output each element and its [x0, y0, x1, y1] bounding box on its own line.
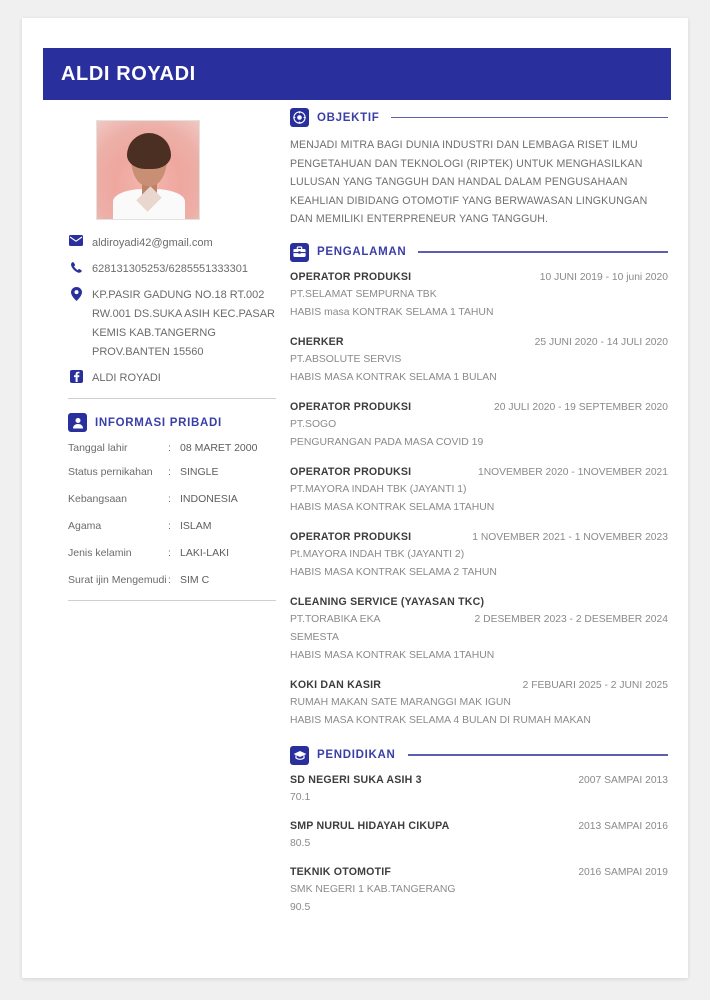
education-date: 2013 SAMPAI 2016 [578, 820, 668, 832]
education-score: 80.5 [290, 837, 311, 849]
experience-date: 2 DESEMBER 2023 - 2 DESEMBER 2024 [474, 613, 668, 625]
objective-title: OBJEKTIF [317, 111, 380, 124]
envelope-icon [68, 235, 84, 246]
education-school: SD NEGERI SUKA ASIH 3 [290, 773, 422, 786]
experience-date: 20 JULI 2020 - 19 SEPTEMBER 2020 [494, 401, 668, 413]
education-title: PENDIDIKAN [317, 749, 396, 761]
education-entry [290, 866, 668, 917]
phone-icon [68, 261, 84, 274]
cv-card [22, 18, 688, 978]
contact-facebook: ALDI ROYADI [92, 372, 161, 384]
experience-entry [290, 401, 668, 452]
info-row [68, 546, 280, 561]
education-entry [290, 820, 668, 853]
info-row [68, 465, 280, 480]
education-header [290, 746, 668, 765]
info-value: INDONESIA [180, 493, 238, 505]
experience-note: HABIS MASA KONTRAK SELAMA 1TAHUN [290, 501, 495, 513]
info-colon: : [168, 493, 171, 505]
experience-entry [290, 531, 668, 582]
info-row [68, 519, 280, 534]
page-title: ALDI ROYADI [61, 62, 196, 85]
contact-email-row[interactable] [68, 234, 276, 253]
contact-divider [68, 398, 276, 399]
education-score: 90.5 [290, 901, 311, 913]
info-value: SIM C [180, 574, 210, 586]
education-score: 70.1 [290, 791, 311, 803]
graduation-cap-icon [290, 746, 309, 765]
experience-entry [290, 466, 668, 517]
objective-header [290, 108, 668, 127]
info-value: 08 MARET 2000 [180, 442, 258, 454]
objective-text: MENJADI MITRA BAGI DUNIA INDUSTRI DAN LEMBAGA RISET ILMU PENGETAHUAN DAN TEKNOLOGI (RIPTEK) UNTUK MENGHASILKAN LULUSAN YANG TANGGUH DAN HANDAL DALAM PENGUSAHAAN KEAHLIAN DIBIDANG OTOMOTIF YANG BERWAWASAN LINGKUNGAN DAN MEMILIKI ENTERPRENEUR YANG TANGGUH. [290, 139, 648, 225]
experience-entry [290, 679, 668, 730]
contact-phone-row[interactable] [68, 260, 276, 279]
experience-company: PT.SELAMAT SEMPURNA TBK [290, 288, 437, 300]
experience-date: 25 JUNI 2020 - 14 JULI 2020 [534, 336, 668, 348]
person-icon [68, 413, 87, 432]
experience-role: OPERATOR PRODUKSI [290, 530, 412, 543]
info-label: Surat ijin Mengemudi [68, 574, 167, 586]
experience-entry [290, 271, 668, 322]
info-colon: : [168, 574, 171, 586]
experience-date: 10 JUNI 2019 - 10 juni 2020 [539, 271, 668, 283]
experience-role: OPERATOR PRODUKSI [290, 400, 412, 413]
info-label: Tanggal lahir [68, 442, 128, 454]
experience-date: 1NOVEMBER 2020 - 1NOVEMBER 2021 [478, 466, 668, 478]
briefcase-icon [290, 243, 309, 262]
info-value: SINGLE [180, 466, 219, 478]
experience-company-cont: SEMESTA [290, 631, 339, 643]
education-detail: SMK NEGERI 1 KAB.TANGERANG [290, 883, 456, 895]
photo-hair [127, 133, 171, 169]
experience-note: HABIS MASA KONTRAK SELAMA 2 TAHUN [290, 566, 497, 578]
objective-rule [391, 117, 668, 119]
info-colon: : [168, 466, 171, 478]
info-colon: : [168, 547, 171, 559]
right-column [290, 108, 668, 930]
info-label: Kebangsaan [68, 493, 127, 505]
left-column [44, 114, 284, 601]
experience-company: Pt.MAYORA INDAH TBK (JAYANTI 2) [290, 548, 465, 560]
info-label: Status pernikahan [68, 466, 153, 478]
experience-date: 2 FEBUARI 2025 - 2 JUNI 2025 [522, 679, 668, 691]
experience-note: HABIS masa KONTRAK SELAMA 1 TAHUN [290, 306, 494, 318]
experience-role: OPERATOR PRODUKSI [290, 465, 412, 478]
personal-info-header [68, 413, 280, 432]
education-school: SMP NURUL HIDAYAH CIKUPA [290, 819, 450, 832]
experience-header [290, 243, 668, 262]
education-entry [290, 774, 668, 807]
education-date: 2016 SAMPAI 2019 [578, 866, 668, 878]
experience-date: 1 NOVEMBER 2021 - 1 NOVEMBER 2023 [472, 531, 668, 543]
education-rule [408, 754, 668, 756]
experience-role: CHERKER [290, 335, 344, 348]
experience-note: HABIS MASA KONTRAK SELAMA 1TAHUN [290, 649, 495, 661]
contact-address-row [68, 286, 276, 362]
experience-rule [418, 251, 668, 253]
personal-info-title: INFORMASI PRIBADI [95, 416, 222, 429]
experience-entry [290, 596, 668, 665]
contact-address: KP.PASIR GADUNG NO.18 RT.002 RW.001 DS.SUKA ASIH KEC.PASAR KEMIS KAB.TANGERNG PROV.BANTEN 15560 [92, 289, 275, 358]
contact-email: aldiroyadi42@gmail.com [92, 237, 213, 249]
experience-company: RUMAH MAKAN SATE MARANGGI MAK IGUN [290, 696, 511, 708]
experience-title: PENGALAMAN [317, 246, 407, 258]
education-school: TEKNIK OTOMOTIF [290, 865, 392, 878]
contact-facebook-row[interactable] [68, 369, 276, 388]
experience-note: PENGURANGAN PADA MASA COVID 19 [290, 436, 484, 448]
info-colon: : [168, 442, 171, 454]
experience-role: KOKI DAN KASIR [290, 678, 382, 691]
profile-photo [96, 120, 200, 220]
info-row [68, 492, 280, 507]
target-icon [290, 108, 309, 127]
experience-company: PT.MAYORA INDAH TBK (JAYANTI 1) [290, 483, 467, 495]
experience-note: HABIS MASA KONTRAK SELAMA 4 BULAN DI RUMAH MAKAN [290, 714, 591, 726]
info-colon: : [168, 520, 171, 532]
education-date: 2007 SAMPAI 2013 [578, 774, 668, 786]
info-row [68, 441, 280, 456]
contact-phone: 628131305253/6285551333301 [92, 263, 248, 275]
name-banner [43, 48, 671, 100]
personal-info-section [68, 413, 280, 588]
info-value: LAKI-LAKI [180, 547, 230, 559]
contact-list [68, 234, 276, 388]
experience-role: OPERATOR PRODUKSI [290, 270, 412, 283]
experience-company: PT.SOGO [290, 418, 337, 430]
facebook-icon [68, 370, 84, 383]
personal-info-divider [68, 600, 276, 601]
location-pin-icon [68, 287, 84, 301]
info-label: Jenis kelamin [68, 547, 132, 559]
info-label: Agama [68, 520, 102, 532]
experience-entry [290, 336, 668, 387]
experience-company: PT.TORABIKA EKA [290, 613, 381, 625]
experience-note: HABIS MASA KONTRAK SELAMA 1 BULAN [290, 371, 497, 383]
info-value: ISLAM [180, 520, 212, 532]
experience-role: CLEANING SERVICE (YAYASAN TKC) [290, 595, 485, 608]
experience-company: PT.ABSOLUTE SERVIS [290, 353, 402, 365]
info-row [68, 573, 280, 588]
